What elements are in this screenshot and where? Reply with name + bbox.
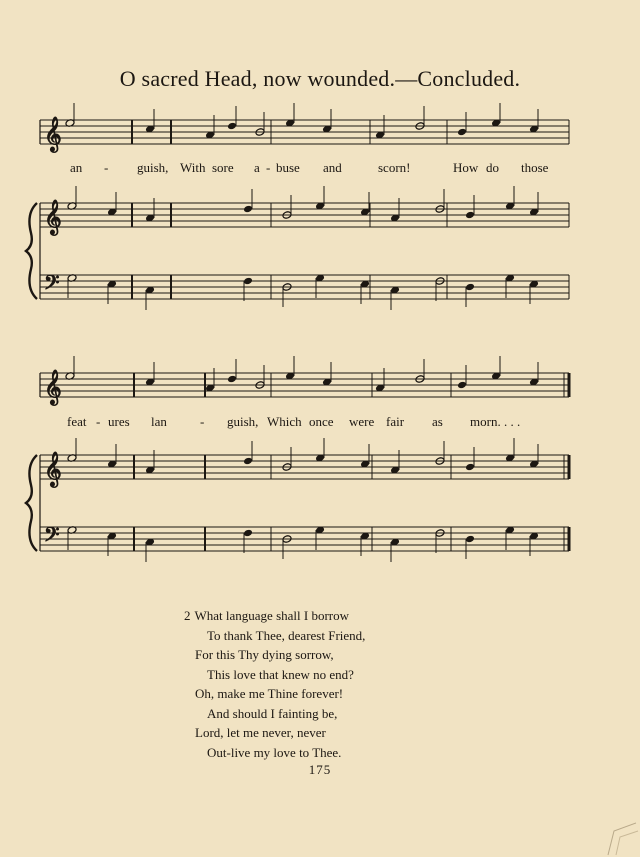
notehead (465, 535, 475, 544)
treble-clef-icon: 𝄞 (44, 452, 62, 487)
notehead (243, 205, 253, 214)
lyric-word: an (70, 160, 83, 175)
lyric-word: those (521, 160, 549, 175)
notehead (465, 211, 475, 220)
page-number: 175 (308, 762, 332, 777)
notehead (457, 128, 467, 137)
notehead (465, 463, 475, 472)
notehead (227, 122, 237, 131)
lyric-word: buse (276, 160, 300, 175)
lyric-hyphen: - (266, 160, 271, 175)
lyric-word: ures (108, 414, 130, 429)
verse-number: 2 (184, 608, 191, 623)
lyric-hyphen: - (200, 414, 205, 429)
verse-line: This love that knew no end? (207, 666, 354, 682)
treble-clef-icon: 𝄞 (44, 117, 62, 152)
lyric-word: With (180, 160, 206, 175)
treble-clef-icon: 𝄞 (44, 200, 62, 235)
page-corner-mark (600, 817, 640, 857)
lyric-word: feat (67, 414, 87, 429)
lyric-word: guish, (227, 414, 259, 429)
verse-line: For this Thy dying sorrow, (195, 647, 334, 662)
notehead (227, 375, 237, 384)
verse-line: To thank Thee, dearest Friend, (207, 627, 366, 643)
lyric-word: Which (267, 414, 302, 429)
verse-line: Out-live my love to Thee. (207, 744, 342, 760)
treble-clef-icon: 𝄞 (44, 370, 62, 405)
hymn-title: O sacred Head, now wounded.—Concluded. (119, 66, 521, 91)
lyric-word: once (309, 414, 334, 429)
bass-clef-icon: 𝄢 (44, 523, 60, 551)
brace (26, 455, 37, 551)
lyric-word: guish, (137, 160, 169, 175)
bass-clef-icon: 𝄢 (44, 271, 60, 299)
verse-2 (184, 606, 365, 762)
brace (26, 203, 37, 299)
verse-line: And should I fainting be, (207, 705, 338, 721)
verse-line: 2 What language shall I borrow (184, 608, 350, 623)
lyric-word: lan (151, 414, 167, 429)
lyric-word: and (323, 160, 342, 175)
notehead (243, 457, 253, 466)
notehead (243, 529, 253, 538)
lyric-word: a (254, 160, 260, 175)
lyric-word: morn. . . . (470, 414, 521, 429)
lyric-word: How (453, 160, 479, 175)
lyric-word: fair (386, 414, 405, 429)
lyric-word: sore (212, 160, 234, 175)
lyric-hyphen: - (96, 414, 101, 429)
verse-line: Lord, let me never, never (195, 725, 326, 740)
lyric-word: scorn! (378, 160, 411, 175)
notehead (465, 283, 475, 292)
lyric-word: do (486, 160, 499, 175)
verse-line: Oh, make me Thine forever! (195, 686, 344, 701)
notehead (457, 381, 467, 390)
lyric-word: as (432, 414, 443, 429)
notehead (243, 277, 253, 286)
lyric-hyphen: - (104, 160, 109, 175)
lyric-word: were (349, 414, 375, 429)
